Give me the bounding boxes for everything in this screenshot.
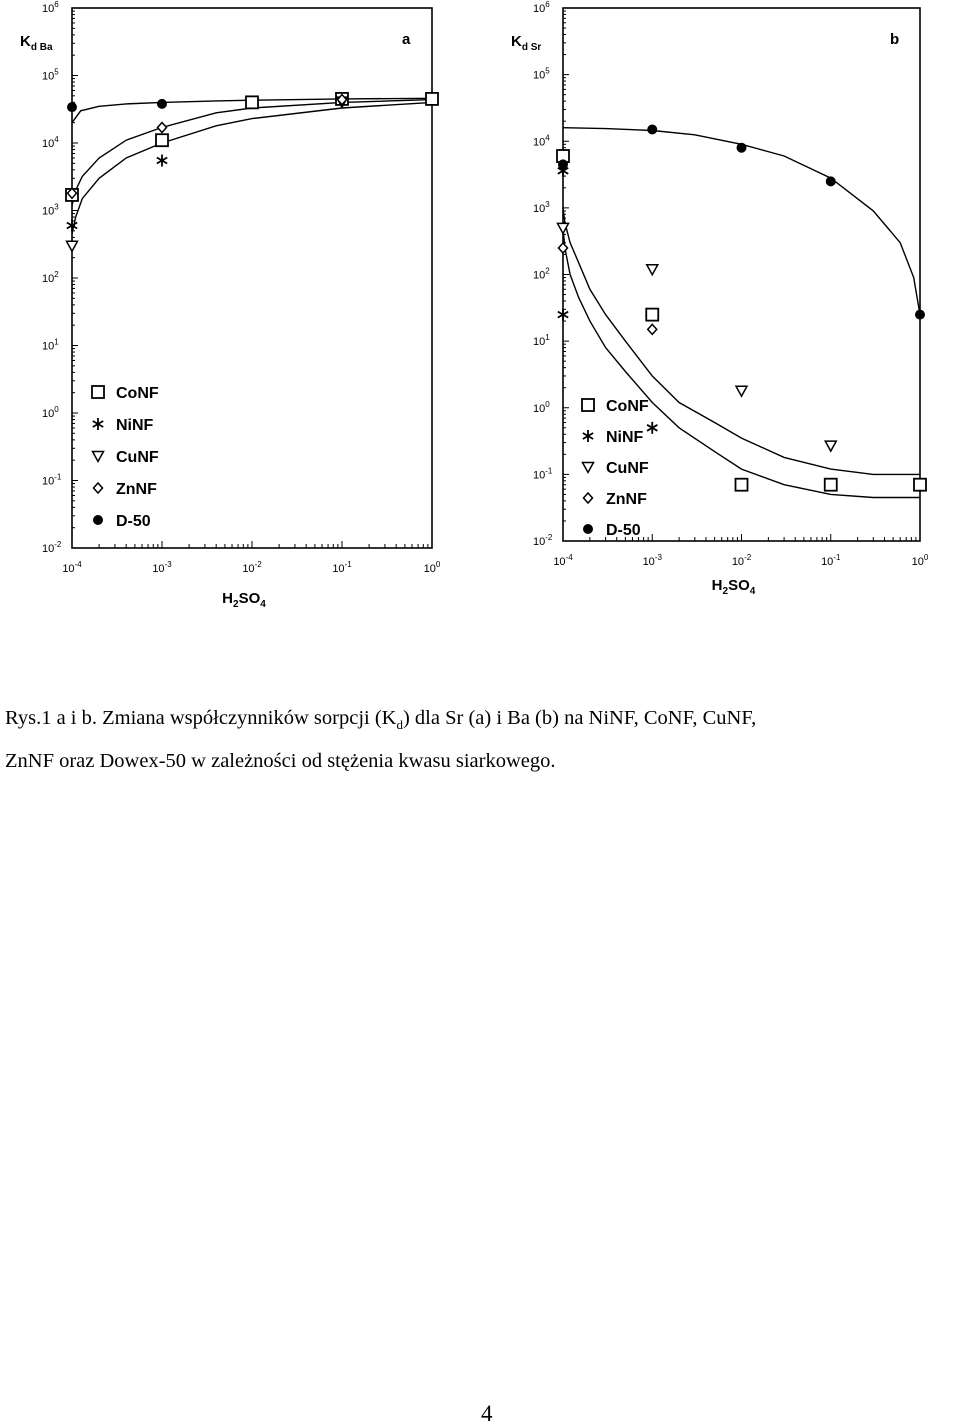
y-axis-ticks [563, 8, 569, 541]
data-point-D-50 [558, 159, 568, 169]
series-NiNF [67, 155, 167, 232]
x-tick-label: $10^0$ [423, 560, 441, 575]
y-tick-label: $10^5$ [533, 66, 550, 82]
data-point-CoNF [156, 134, 168, 146]
y-tick-label: $10^0$ [533, 399, 550, 415]
legend-label-CoNF: CoNF [116, 385, 159, 402]
x-tick-label: $10^{-4}$ [62, 560, 82, 575]
legend [582, 398, 649, 539]
legend-label-D-50: D-50 [116, 513, 151, 530]
data-point-NiNF [67, 219, 77, 231]
figure-caption [5, 700, 955, 780]
x-tick-label: $10^{-2}$ [242, 560, 262, 575]
data-point-CoNF [426, 93, 438, 105]
y-axis-label: $K_{d Sr}$ [511, 33, 542, 53]
y-tick-label: $10^0$ [42, 405, 59, 420]
x-tick-label: $10^{-4}$ [553, 553, 573, 568]
legend-label-NiNF: NiNF [606, 429, 644, 446]
data-point-CoNF [736, 479, 748, 491]
caption-subscript: d [396, 717, 403, 733]
series-CoNF [66, 93, 438, 201]
legend-marker-ZnNF [584, 493, 593, 503]
y-tick-label: $10^{-2}$ [42, 540, 62, 555]
legend-label-CuNF: CuNF [116, 449, 159, 466]
y-tick-label: $10^4$ [533, 133, 550, 149]
x-tick-label: $10^{-3}$ [152, 560, 172, 575]
fit-curve [72, 100, 432, 206]
caption-line-1-rest: ) dla Sr (a) i Ba (b) na NiNF, CoNF, CuNF, [402, 707, 757, 729]
data-point-NiNF [157, 155, 167, 167]
y-tick-label: $10^{-1}$ [533, 466, 553, 482]
x-tick-label: $10^{-2}$ [731, 553, 752, 568]
series-ZnNF [68, 95, 347, 199]
y-tick-label: $10^2$ [42, 270, 59, 285]
y-axis-label: $K_{d Ba}$ [20, 33, 53, 53]
x-tick-label: $10^0$ [911, 553, 929, 568]
y-tick-label: $10^1$ [42, 337, 59, 353]
data-point-CoNF [646, 309, 658, 321]
series-ZnNF [559, 243, 657, 334]
caption-line-1-text: Rys.1 a i b. Zmiana współczynników sorpcji (K [5, 707, 397, 729]
legend [92, 385, 159, 530]
y-tick-label: $10^2$ [533, 266, 550, 282]
data-point-CuNF [67, 241, 78, 251]
fit-curve [563, 128, 920, 315]
data-point-D-50 [647, 125, 657, 135]
x-axis-ticks [72, 541, 432, 548]
legend-marker-CoNF [582, 399, 594, 411]
x-axis-label: $H_2SO_4$ [711, 577, 756, 597]
legend-marker-CuNF [93, 452, 104, 462]
y-tick-label: $10^3$ [42, 202, 59, 218]
y-tick-label: $10^4$ [42, 135, 59, 150]
legend-marker-D-50 [583, 524, 593, 534]
y-tick-label: $10^{-2}$ [533, 533, 553, 548]
legend-label-ZnNF: ZnNF [116, 481, 157, 498]
y-tick-label: $10^3$ [533, 199, 550, 215]
series-NiNF [558, 165, 658, 434]
data-point-D-50 [737, 143, 747, 153]
data-point-CuNF [736, 386, 747, 396]
legend-label-D-50: D-50 [606, 522, 641, 539]
data-point-NiNF [558, 309, 568, 321]
data-point-NiNF [647, 422, 657, 434]
y-tick-label: $10^1$ [533, 333, 550, 349]
legend-marker-NiNF [583, 430, 593, 442]
fit-curve [563, 228, 920, 498]
figure [0, 0, 960, 640]
legend-marker-ZnNF [94, 483, 103, 493]
legend-marker-NiNF [93, 418, 103, 430]
legend-label-CuNF: CuNF [606, 460, 649, 477]
data-point-CuNF [647, 265, 658, 275]
data-point-D-50 [915, 310, 925, 320]
caption-line-2: ZnNF oraz Dowex-50 w zależności od stężenia kwasu siarkowego. [5, 750, 556, 773]
data-point-CuNF [825, 441, 836, 451]
y-tick-label: $10^{-1}$ [42, 472, 62, 488]
data-point-D-50 [826, 176, 836, 186]
y-tick-label: $10^6$ [42, 0, 59, 15]
y-tick-label: $10^5$ [42, 67, 59, 83]
x-axis-label: $H_2SO_4$ [222, 590, 266, 610]
data-point-ZnNF [648, 324, 657, 334]
data-point-CoNF [246, 96, 258, 108]
legend-label-ZnNF: ZnNF [606, 491, 647, 508]
chart-panel-b [511, 0, 929, 597]
data-point-ZnNF [158, 122, 167, 132]
data-point-D-50 [157, 99, 167, 109]
x-tick-label: $10^{-1}$ [332, 560, 352, 575]
data-point-CoNF [914, 479, 926, 491]
y-tick-label: $10^6$ [533, 0, 550, 15]
caption-line-1 [5, 700, 955, 743]
plot-frame [72, 8, 432, 548]
page-number: 4 [481, 1401, 493, 1426]
legend-marker-D-50 [93, 515, 103, 525]
fit-curve [72, 102, 432, 234]
panel-label: b [890, 31, 900, 48]
series-CuNF [67, 97, 348, 251]
data-point-D-50 [67, 102, 77, 112]
series-D-50 [558, 125, 925, 320]
legend-marker-CuNF [583, 463, 594, 473]
legend-label-CoNF: CoNF [606, 398, 649, 415]
data-point-CoNF [825, 479, 837, 491]
x-tick-label: $10^{-1}$ [821, 553, 841, 568]
x-tick-label: $10^{-3}$ [642, 553, 662, 568]
y-axis-ticks [72, 8, 78, 548]
legend-marker-CoNF [92, 386, 104, 398]
legend-label-NiNF: NiNF [116, 417, 154, 434]
chart-panel-a [20, 0, 441, 610]
panel-label: a [402, 31, 411, 48]
